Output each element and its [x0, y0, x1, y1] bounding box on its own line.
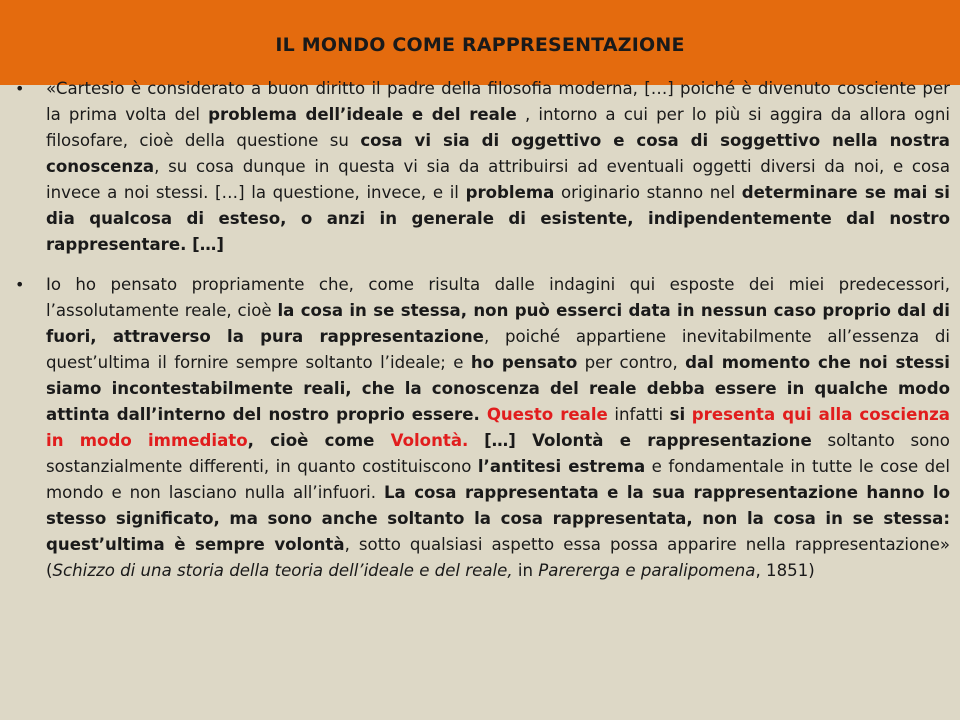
title-bar	[0, 0, 960, 85]
bullet-icon: •	[15, 79, 25, 98]
bold-red-run: Questo reale	[486, 405, 608, 424]
text-run: , intorno a cui per lo più si aggira da allora ogni filosofare, cioè della questione su	[46, 105, 950, 150]
bold-run: si	[669, 405, 686, 424]
bold-red-run: presenta qui alla coscienza in modo immediato	[46, 405, 950, 450]
slide-title: IL MONDO COME RAPPRESENTAZIONE	[275, 33, 685, 56]
text-run: in	[512, 561, 539, 580]
text-run: , su cosa dunque in questa vi sia da attribuirsi ad eventuali oggetti diversi da noi, e cosa invece a noi stessi. […] la questione, invece, e il	[46, 157, 950, 202]
text-run: , sotto qualsiasi aspetto essa possa apparire nella rappresentazione» (	[46, 535, 950, 580]
text-run: e fondamentale in tutte le cose del mondo e non lasciano nulla all’infuori.	[46, 457, 951, 502]
text-run: infatti	[607, 405, 670, 424]
bold-run: ho pensato	[470, 353, 578, 372]
text-run: , 1851)	[755, 561, 815, 580]
bold-run: l’antitesi estrema	[477, 457, 646, 476]
text-run	[468, 431, 484, 450]
bold-run: dal momento che noi stessi siamo incontestabilmente reali, che la conoscenza del reale debba essere in qualche modo attinta dall’interno del nostro proprio essere.	[46, 353, 950, 424]
bold-run: […] Volontà e rappresentazione	[484, 431, 812, 450]
italic-run: Parererga e paralipomena	[538, 561, 756, 580]
bullet-icon: •	[15, 275, 25, 294]
bold-run: la cosa in se stessa, non può esserci data in nessun caso proprio dal di fuori, attraverso la pura rappresentazione	[46, 301, 950, 346]
italic-run: Schizzo di una storia della teoria dell’ideale e del reale,	[52, 561, 513, 580]
bullet-paragraph-2	[15, 272, 951, 584]
text-run: originario stanno nel	[554, 183, 742, 202]
bold-run: , cioè come	[247, 431, 391, 450]
bullet-paragraph-1	[15, 76, 951, 258]
bold-red-run: Volontà.	[390, 431, 469, 450]
bold-run: cosa vi sia di oggettivo e cosa di soggettivo nella nostra conoscenza	[46, 131, 951, 176]
text-run: , poiché appartiene inevitabilmente all’essenza di quest’ultima il fornire sempre soltanto l’ideale; e	[46, 327, 950, 372]
text-run: soltanto sono sostanzialmente differenti, in quanto costituiscono	[46, 431, 950, 476]
bold-run: problema	[465, 183, 555, 202]
bold-run: determinare se mai si dia qualcosa di esteso, o anzi in generale di esistente, indipendentemente dal nostro rappresentare. […]	[46, 183, 950, 254]
text-run: «Cartesio è considerato a buon diritto il padre della filosofia moderna, […] poiché è divenuto cosciente per la prima volta del	[46, 79, 950, 124]
text-run: per contro,	[577, 353, 686, 372]
text-run: Io ho pensato propriamente che, come risulta dalle indagini qui esposte dei miei predecessori, l’assolutamente reale, cioè	[46, 275, 950, 320]
bold-run: La cosa rappresentata e la sua rappresentazione hanno lo stesso significato, ma sono anche soltanto la cosa rappresentata, non la cosa in se stessa: quest’ultima è sempre volontà	[46, 483, 950, 554]
slide-content	[0, 76, 960, 584]
bold-run: problema dell’ideale e del reale	[208, 105, 517, 124]
